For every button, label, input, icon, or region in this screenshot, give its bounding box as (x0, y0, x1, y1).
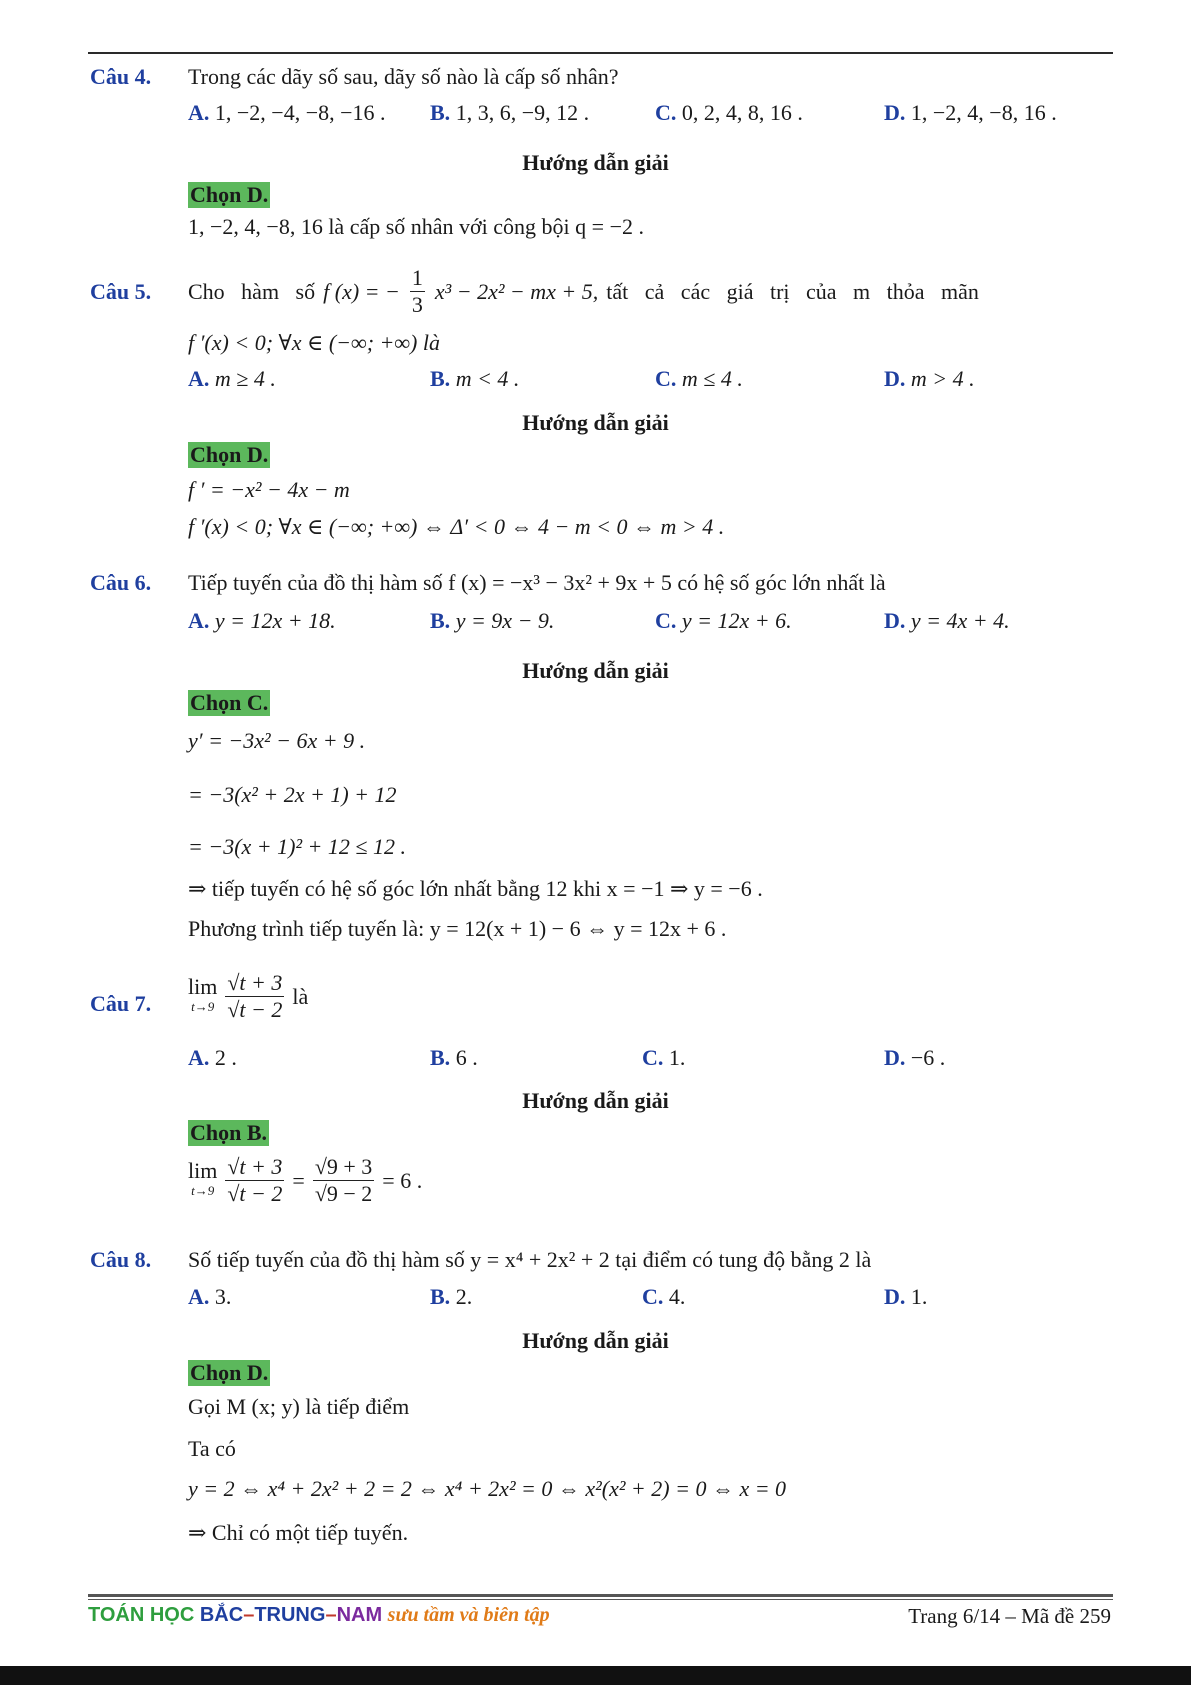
q8-answer-badge: Chọn D. (190, 1360, 269, 1385)
footer-brand: TOÁN HỌC BẮC–TRUNG–NAM sưu tầm và biên tập (88, 1604, 550, 1626)
q8-solution-line: ⇒ Chỉ có một tiếp tuyến. (188, 1520, 409, 1545)
q5-option-c: C. m ≤ 4 . (655, 366, 743, 391)
q6-label: Câu 6. (90, 570, 152, 595)
q8-solution-line: y = 2 ⇔ x⁴ + 2x² + 2 = 2 ⇔ x⁴ + 2x² = 0 ⇔ x²(x² + 2) = 0 ⇔ x = 0 (188, 1476, 787, 1501)
q6-option-d: D. y = 4x + 4. (884, 608, 1010, 633)
q5-solution-line: f ′(x) < 0; ∀x ∈ (−∞; +∞) ⇔ Δ′ < 0 ⇔ 4 − m < 0 ⇔ m > 4 . (188, 514, 725, 539)
footer-page-info: Trang 6/14 – Mã đề 259 (908, 1604, 1111, 1628)
q7-guide-heading: Hướng dẫn giải (522, 1088, 669, 1113)
q4-guide-heading: Hướng dẫn giải (522, 150, 669, 175)
q7-option-c: C. 1. (642, 1045, 686, 1070)
footer-rule (88, 1594, 1113, 1597)
q4-option-d: D. 1, −2, 4, −8, 16 . (884, 100, 1057, 125)
q7-answer-badge: Chọn B. (190, 1120, 268, 1145)
q5-option-d: D. m > 4 . (884, 366, 975, 391)
q6-solution-line: ⇒ tiếp tuyến có hệ số góc lớn nhất bằng 12 khi x = −1 ⇒ y = −6 . (188, 876, 763, 901)
q5-answer-badge: Chọn D. (190, 442, 269, 467)
q7-option-a: A. 2 . (188, 1045, 237, 1070)
q5-stem: Cho hàm số f (x) = − $\frac{1}{3}$ x³ − 2x² − mx + 5, tất cả các giá trị của m thỏa mãn (188, 265, 979, 317)
q6-option-c: C. y = 12x + 6. (655, 608, 792, 633)
q8-option-a: A. 3. (188, 1284, 232, 1309)
q4-stem: Trong các dãy số sau, dãy số nào là cấp số nhân? (188, 64, 619, 89)
q4-option-c: C. 0, 2, 4, 8, 16 . (655, 100, 803, 125)
q8-solution-line: Gọi M (x; y) là tiếp điểm (188, 1394, 410, 1419)
q7-stem: lim t→9 $\frac{√t + 3}{√t - 2}$ là (188, 970, 309, 1022)
q6-answer-badge: Chọn C. (190, 690, 269, 715)
q6-stem: Tiếp tuyến của đồ thị hàm số f (x) = −x³ − 3x² + 9x + 5 có hệ số góc lớn nhất là (188, 570, 886, 595)
q5-option-a: A. m ≥ 4 . (188, 366, 276, 391)
q4-option-b: B. 1, 3, 6, −9, 12 . (430, 100, 590, 125)
q7-solution: lim t→9 $\frac{√t + 3}{√t - 2}$ = $\frac{√9 + 3}{√9 - 2}$ = 6 . (188, 1154, 423, 1206)
q4-option-a: A. 1, −2, −4, −8, −16 . (188, 100, 386, 125)
q7-label: Câu 7. (90, 991, 152, 1016)
q8-option-b: B. 2. (430, 1284, 473, 1309)
q8-option-d: D. 1. (884, 1284, 928, 1309)
q5-solution-line: f ′ = −x² − 4x − m (188, 477, 350, 502)
q7-option-d: D. −6 . (884, 1045, 946, 1070)
q4-solution-line: 1, −2, 4, −8, 16 là cấp số nhân với công bội q = −2 . (188, 214, 644, 239)
q4-answer-badge: Chọn D. (190, 182, 269, 207)
q7-fraction: $\frac{√t + 3}{√t - 2}$ (227, 970, 283, 1022)
q8-stem: Số tiếp tuyến của đồ thị hàm số y = x⁴ + 2x² + 2 tại điểm có tung độ bằng 2 là (188, 1247, 872, 1272)
q8-option-c: C. 4. (642, 1284, 686, 1309)
q6-solution-line: = −3(x² + 2x + 1) + 12 (188, 782, 397, 807)
q6-option-b: B. y = 9x − 9. (430, 608, 555, 633)
q5-option-b: B. m < 4 . (430, 366, 520, 391)
q6-solution-line: Phương trình tiếp tuyến là: y = 12(x + 1) − 6 ⇔ y = 12x + 6 . (188, 916, 727, 941)
q7-option-b: B. 6 . (430, 1045, 478, 1070)
q5-label: Câu 5. (90, 279, 152, 304)
footer-rule-thin (88, 1599, 1113, 1600)
q6-solution-line: y′ = −3x² − 6x + 9 . (188, 728, 366, 753)
q8-solution-line: Ta có (188, 1436, 236, 1461)
bottom-bar (0, 1666, 1191, 1685)
q5-guide-heading: Hướng dẫn giải (522, 410, 669, 435)
q4-label: Câu 4. (90, 64, 152, 89)
q5-stem-line2: f ′(x) < 0; ∀x ∈ (−∞; +∞) là (188, 330, 440, 355)
q5-fraction: $\frac{1}{3}$ (411, 265, 423, 317)
top-rule (88, 52, 1113, 54)
q7-solution-fraction-2: $\frac{√9 + 3}{√9 - 2}$ (314, 1154, 373, 1206)
q8-guide-heading: Hướng dẫn giải (522, 1328, 669, 1353)
q7-solution-fraction-1: $\frac{√t + 3}{√t - 2}$ (227, 1154, 283, 1206)
q7-solution-limit: lim t→9 (188, 1157, 218, 1198)
q7-limit: lim t→9 (188, 973, 218, 1014)
q6-option-a: A. y = 12x + 18. (188, 608, 336, 633)
q8-label: Câu 8. (90, 1247, 152, 1272)
q6-guide-heading: Hướng dẫn giải (522, 658, 669, 683)
q6-solution-line: = −3(x + 1)² + 12 ≤ 12 . (188, 834, 406, 859)
